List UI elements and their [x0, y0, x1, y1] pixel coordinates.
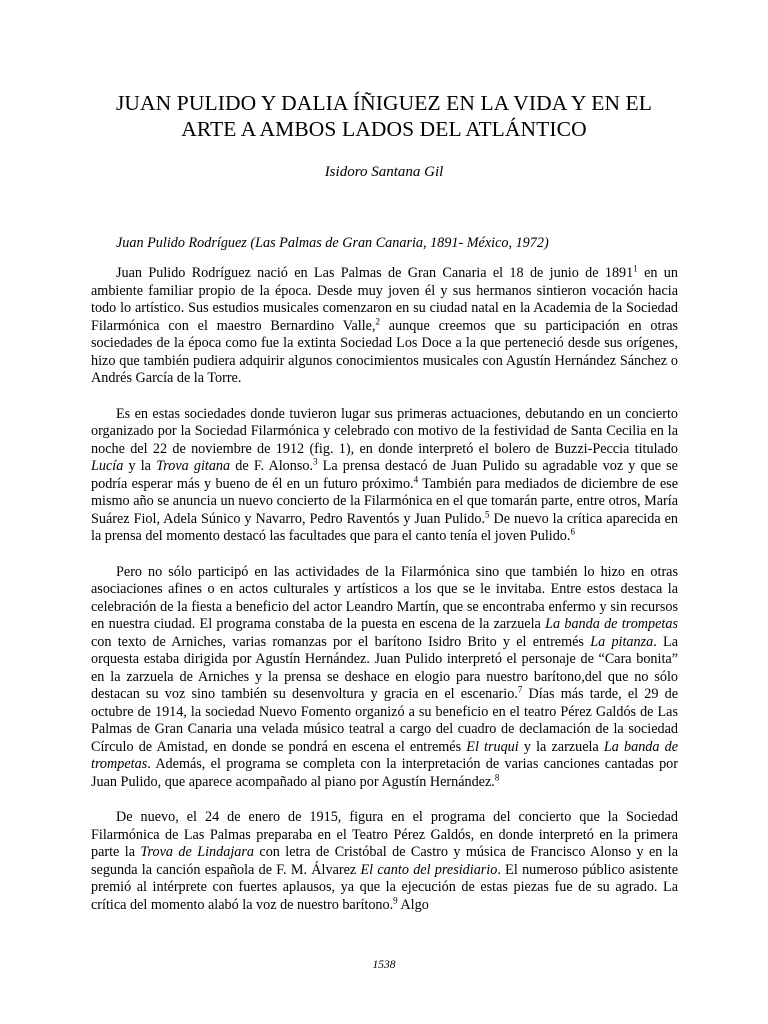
paragraph-3-text-d: Días más tarde, el 29 de octubre de 1914, la sociedad Nuevo Fomento organizó a su beneficio en el teatro Pérez Galdós de Las Palmas de Gran Canaria una velada músico teatral a cargo del cuadro de declamación de la sociedad Círculo de Amistad, en donde se pondrá en escena el entremés: [91, 686, 678, 755]
paragraph-1-text-b: en un ambiente familiar propio de la época. Desde muy joven él y sus hermanos sintieron vocación hacia todo lo artístico. Sus estudios musicales comenzaron en su ciudad natal en la Academia de la Sociedad Filarmónica con el maestro Bernardino Valle,: [91, 265, 678, 334]
paragraph-4: [91, 809, 678, 914]
article-title-line-1: JUAN PULIDO Y DALIA ÍÑIGUEZ EN LA VIDA Y EN EL: [115, 91, 653, 115]
paragraph-2-text-f: De nuevo la crítica aparecida en la prensa del momento destacó las facultades que para el canto tenía el joven Pulido.: [91, 510, 678, 544]
paragraph-3-text-f: . Además, el programa se completa con la interpretación de varias canciones cantadas por Juan Pulido, que aparece acompañado al piano por Agustín Hernández.: [91, 756, 678, 790]
work-title-lucia: Lucía: [91, 458, 124, 474]
paragraph-2-text-e: También para mediados de diciembre de ese mismo año se anuncia un nuevo concierto de la Filarmónica en el que tomarán parte, entre otros, María Suárez Fiol, Adela Súnico y Navarro, Pedro Raventós y Juan Pulido.: [91, 475, 678, 527]
footnote-ref-4[interactable]: 4: [413, 473, 419, 484]
work-title-trova-gitana: Trova gitana: [156, 458, 231, 474]
work-title-la-pitanza: La pitanza: [590, 633, 654, 650]
paragraph-4-text-d: Algo: [397, 896, 429, 913]
paragraph-3-text-b: con texto de Arniches, varias romanzas por el barítono Isidro Brito y el entremés: [91, 633, 591, 650]
footnote-ref-9[interactable]: 9: [393, 894, 398, 905]
work-title-trova-de-lindajara: Trova de Lindajara: [140, 844, 254, 860]
footnote-ref-1[interactable]: 1: [633, 263, 638, 274]
work-title-el-truqui: El truqui: [466, 738, 519, 755]
article-body: [91, 265, 678, 932]
work-title-la-banda-de-trompetas: La banda de trompetas: [545, 616, 678, 632]
page-number: 1538: [372, 959, 396, 971]
paragraph-4-text-b: con letra de Cristóbal de Castro y música de Francisco Alonso y en la segunda la canción española de F. M. Álvarez: [91, 844, 678, 878]
paragraph-2: [91, 406, 678, 546]
paragraph-2-text-b: y la: [123, 458, 157, 474]
footnote-ref-5[interactable]: 5: [485, 508, 490, 519]
article-title: [60, 90, 708, 142]
footnote-ref-8[interactable]: 8: [494, 771, 500, 782]
paragraph-3-text-a: Pero no sólo participó en las actividades de la Filarmónica sino que también lo hizo en otras asociaciones afines o en actos culturales y artísticos a los que se le invitaba. Entre estos destaca la celebración de la fiesta a beneficio del actor Leandro Martín, que se encontraba enfermo y sin recursos en nuestra ciudad. El programa constaba de la puesta en escena de la zarzuela: [91, 563, 678, 632]
paragraph-2-text-a: Es en estas sociedades donde tuvieron lugar sus primeras actuaciones, debutando en un concierto organizado por la Sociedad Filarmónica y celebrado con motivo de la festividad de Santa Cecilia en la noche del 22 de noviembre de 1912 (fig. 1), en donde interpretó el bolero de Buzzi-Peccia titulado: [91, 405, 678, 457]
work-title-el-canto-del-presidiario: El canto del presidiario: [360, 861, 498, 878]
paragraph-4-text-a: De nuevo, el 24 de enero de 1915, figura en el programa del concierto que la Sociedad Filarmónica de Las Palmas preparaba en el Teatro Pérez Galdós, en donde interpretó en la primera parte la: [91, 809, 678, 860]
footnote-ref-2[interactable]: 2: [375, 315, 380, 326]
author-name: Isidoro Santana Gil: [324, 164, 444, 180]
article-title-line-2: ARTE A AMBOS LADOS DEL ATLÁNTICO: [181, 117, 587, 141]
paragraph-3-text-e: y la zarzuela: [518, 738, 604, 755]
paragraph-1-text-a: Juan Pulido Rodríguez nació en Las Palmas de Gran Canaria el 18 de junio de 1891: [116, 265, 634, 281]
paragraph-1: [91, 265, 678, 388]
paragraph-3: [91, 564, 678, 792]
paragraph-2-text-d: La prensa destacó de Juan Pulido su agradable voz y que se podría esperar más y bueno de él en un futuro próximo.: [91, 458, 678, 492]
paragraph-3-text-c: . La orquesta estaba dirigida por Agustín Hernández. Juan Pulido interpretó el personaje de “Cara bonita” en la zarzuela de Arniches y la prensa se deshace en elogio para nuestro barítono,del que no sólo destacan su voz sino también su desenvoltura y gracia en el escenario.: [91, 633, 678, 702]
paragraph-2-text-c: de F. Alonso.: [230, 458, 314, 474]
footnote-ref-3[interactable]: 3: [313, 456, 318, 467]
work-title-la-banda-de-trompetas-2: La banda de trompetas: [91, 738, 679, 772]
paragraph-1-text-c: aunque creemos que su participación en otras sociedades de la época como fue la extinta Sociedad Los Doce a la que perteneció desde sus orígenes, hizo que también pudiera adquirir algunos conocimientos musicales con Agustín Hernández Sánchez o Andrés García de la Torre.: [91, 317, 679, 386]
section-subheading: Juan Pulido Rodríguez (Las Palmas de Gran Canaria, 1891- México, 1972): [116, 235, 549, 251]
footnote-ref-6[interactable]: 6: [570, 526, 575, 537]
paragraph-4-text-c: . El numeroso público asistente premió al intérprete con fuertes aplausos, ya que la ejecución de estas piezas fue de su agrado. La crítica del momento alabó la voz de nuestro barítono.: [91, 861, 678, 913]
footnote-ref-7[interactable]: 7: [517, 684, 523, 695]
